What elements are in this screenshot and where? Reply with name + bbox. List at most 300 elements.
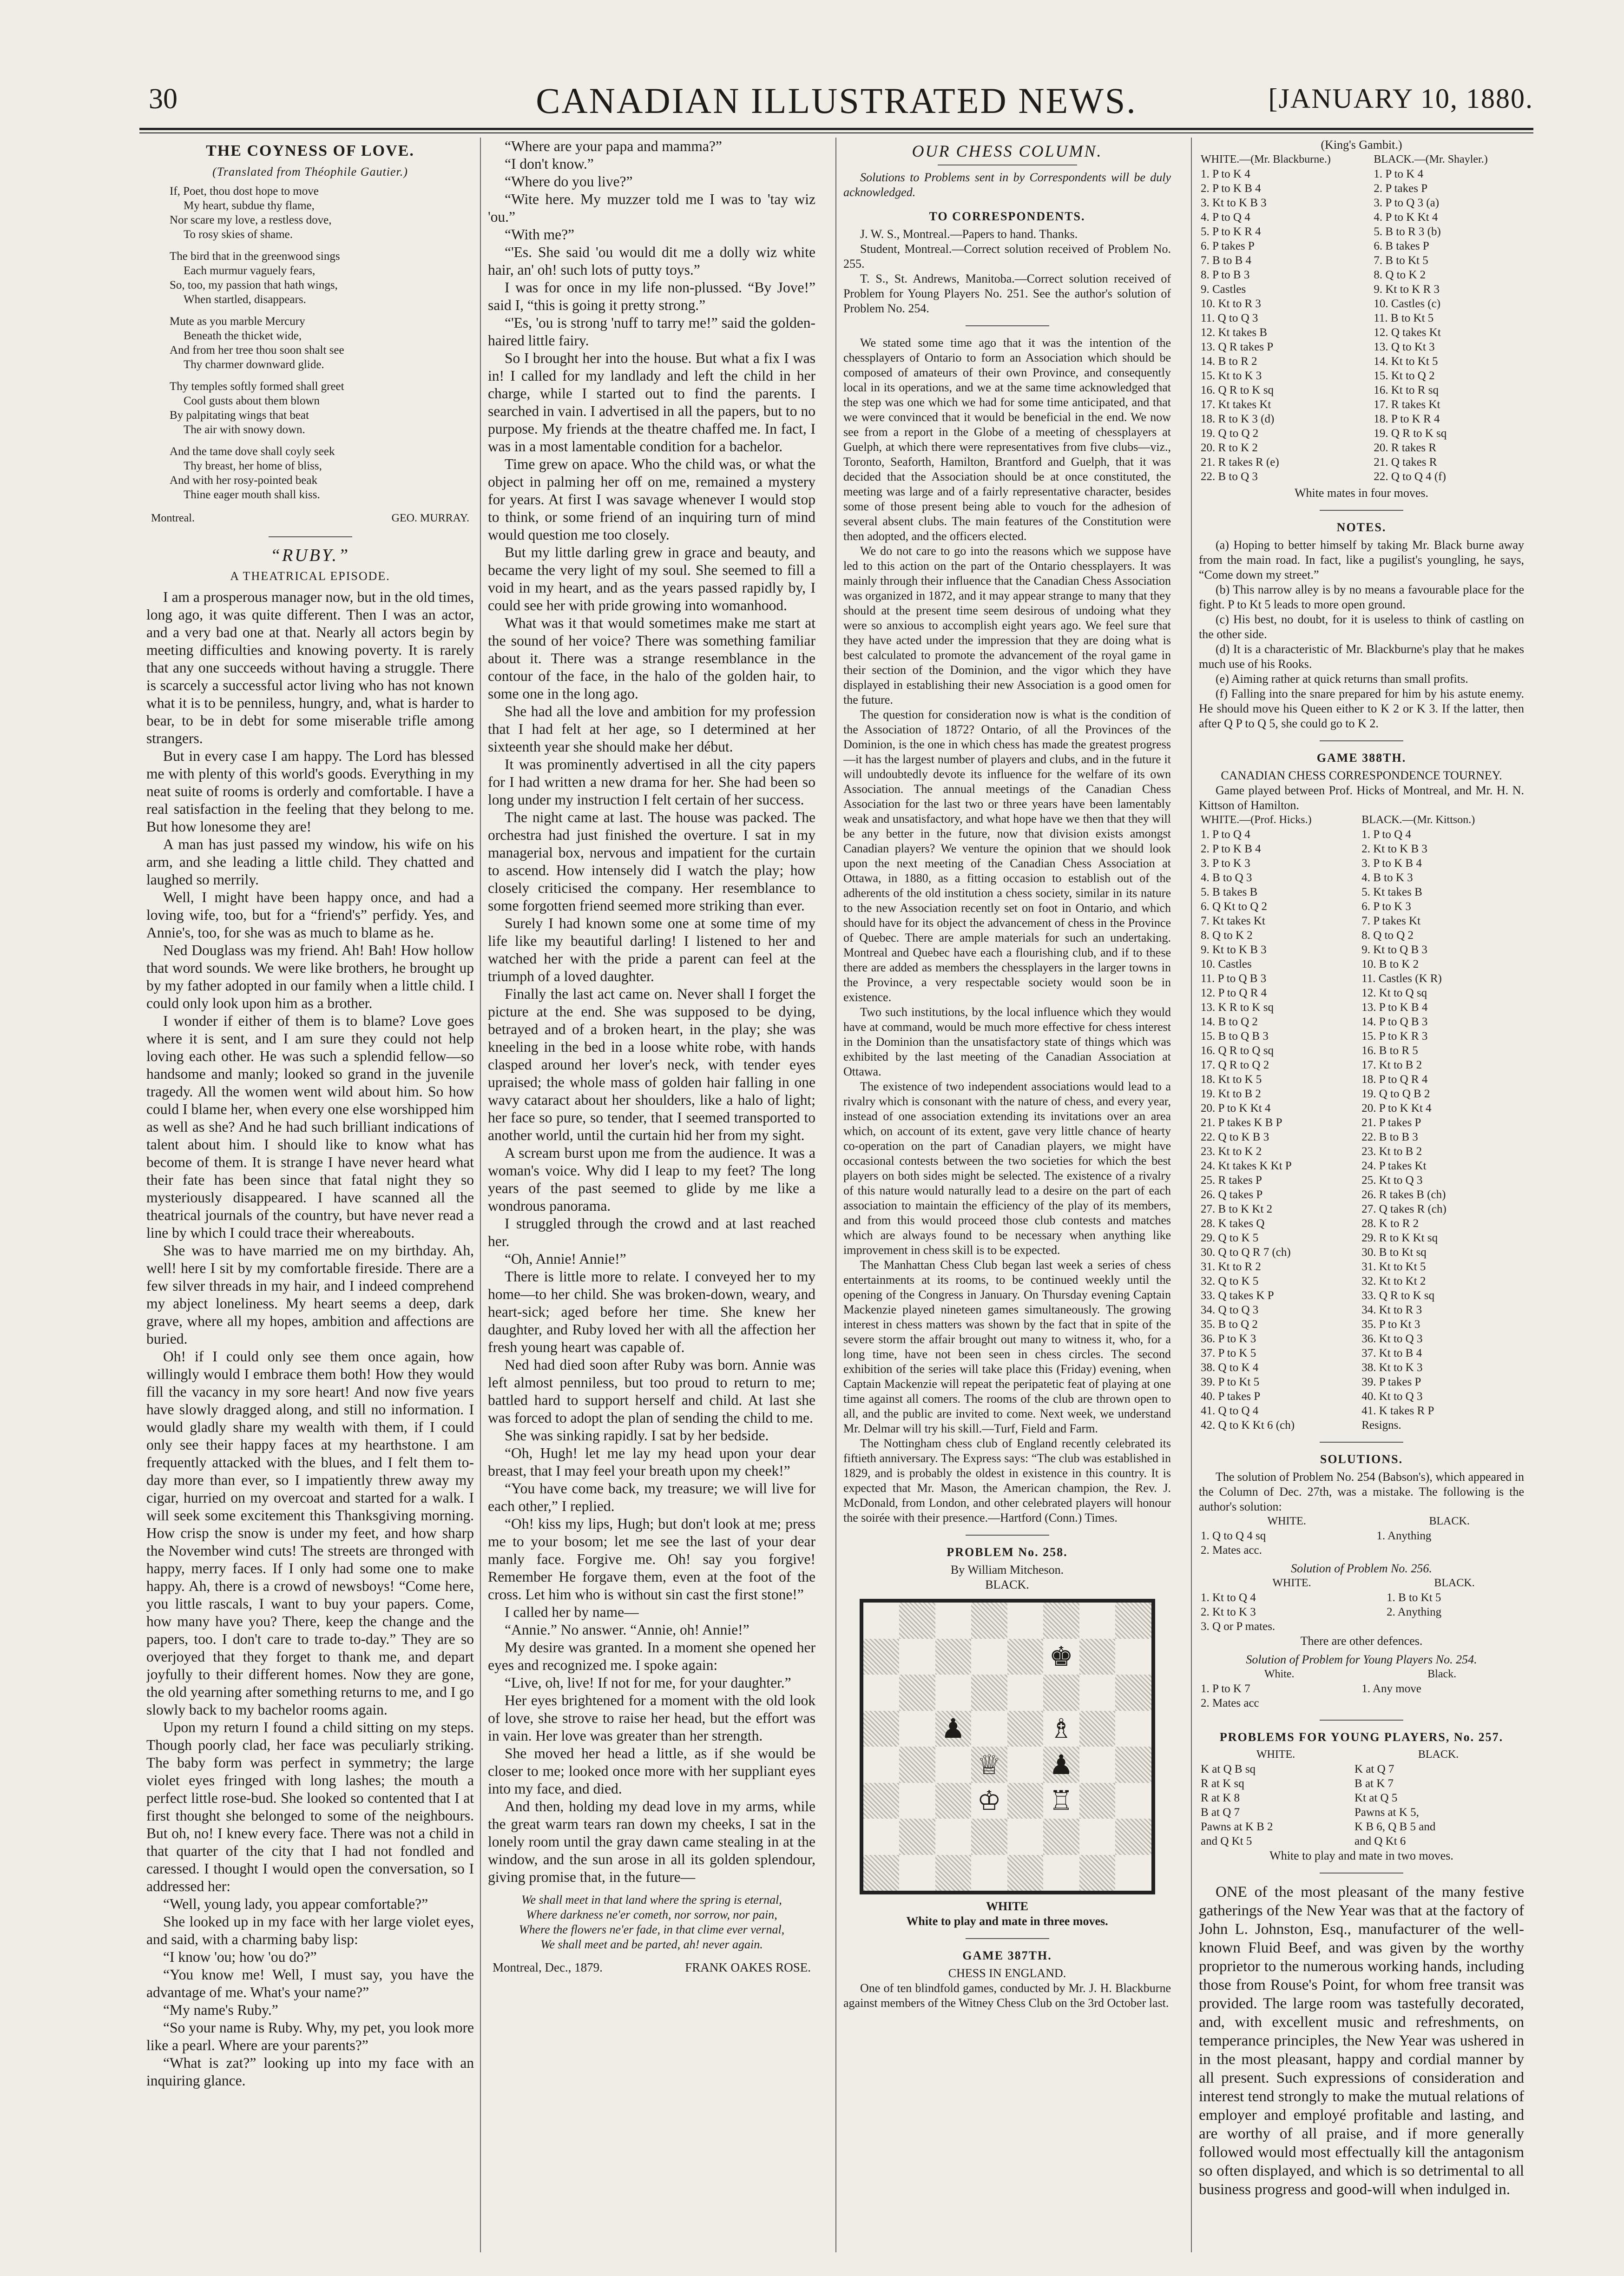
board-square: [1079, 1783, 1116, 1819]
board-square: [935, 1711, 972, 1747]
white-move: 9. Castles: [1201, 283, 1246, 296]
board-square: [899, 1747, 935, 1783]
black-move: 10. B to K 2: [1361, 958, 1419, 970]
board-square: [1079, 1711, 1116, 1747]
white-move: 33. Q takes K P: [1201, 1289, 1274, 1302]
board-square: [1043, 1711, 1079, 1747]
move-row: [1199, 1260, 1524, 1274]
board-square: [1007, 1819, 1044, 1855]
black-move: 1. P to K 4: [1374, 168, 1424, 180]
move-row: [1199, 469, 1524, 484]
poem-line: Thy charmer downward glide.: [184, 358, 324, 371]
move-row: [1199, 1087, 1524, 1101]
white-move: 28. K takes Q: [1201, 1217, 1265, 1230]
black-move: 33. Q R to K sq: [1361, 1289, 1435, 1302]
black-move: 19. Q R to K sq: [1374, 427, 1447, 440]
board-square: [1079, 1603, 1116, 1639]
board-square: [863, 1855, 900, 1891]
poem-subtitle: (Translated from Théophile Gautier.): [212, 165, 408, 178]
board-square: [863, 1639, 900, 1675]
game-notes: [1199, 538, 1524, 731]
white-move: 24. Kt takes K Kt P: [1201, 1160, 1292, 1172]
move-row: [1199, 383, 1524, 397]
black-move: 31. Kt to Kt 5: [1361, 1260, 1426, 1273]
black-move: 22. B to B 3: [1361, 1131, 1418, 1143]
black-move: 17. R takes Kt: [1374, 398, 1440, 411]
poem-stanza: [170, 184, 474, 242]
move-row: [1199, 426, 1524, 441]
move-row: [1199, 325, 1524, 340]
column-4: [1199, 138, 1524, 2257]
story-paragraph: Well, I might have been happy once, and had a loving wife, too, but for a “friend's” perfidy. Yes, and Annie's, too, for she was as much to blame as he.: [146, 889, 474, 941]
correspondent-entry: Student, Montreal.—Correct solution received of Problem No. 255.: [843, 242, 1171, 270]
board-square: [1115, 1639, 1151, 1675]
move-row: [1199, 397, 1524, 412]
white-move: 39. P to Kt 5: [1201, 1376, 1260, 1388]
move-row: [1199, 268, 1524, 282]
solution-young-254: [1199, 1667, 1524, 1710]
move-row: [1199, 1144, 1524, 1159]
black-move: 20. R takes R: [1374, 442, 1437, 454]
white-move: 2. Kt to K 3: [1201, 1606, 1256, 1618]
header-rule: [139, 128, 1533, 130]
black-move: 23. Kt to B 2: [1361, 1145, 1422, 1158]
story-paragraph: “So your name is Ruby. Why, my pet, you look more like a pearl. Where are your parents?”: [146, 2019, 474, 2053]
poem-line: Mute as you marble Mercury: [170, 315, 305, 328]
poem-title: THE COYNESS OF LOVE.: [206, 142, 414, 159]
story-paragraph: There is little more to relate. I conveyed her to my home—to her child. She was broken-down, weary, and heart-sick; aged before her time. She knew her daughter, and Ruby loved her with all the affection her fresh young heart was capable of.: [488, 1268, 815, 1355]
white-move: 37. P to K 5: [1201, 1347, 1256, 1359]
board-square: [1079, 1855, 1116, 1891]
board-square: [899, 1855, 935, 1891]
black-move: 30. B to Kt sq: [1361, 1246, 1427, 1259]
move-row: [1199, 1058, 1524, 1072]
story-author: FRANK OAKES ROSE.: [685, 1960, 811, 1974]
game-388-subtitle: CANADIAN CHESS CORRESPONDENCE TOURNEY.: [1221, 769, 1502, 782]
black-move: 24. P takes Kt: [1361, 1160, 1427, 1172]
move-row: [1199, 1303, 1524, 1317]
solutions-title: SOLUTIONS.: [1320, 1452, 1403, 1466]
move-row: [1199, 1015, 1524, 1029]
black-move: 37. Kt to B 4: [1361, 1347, 1422, 1359]
story-paragraph: “Well, young lady, you appear comfortable?”: [163, 1896, 428, 1912]
black-move: 38. Kt to K 3: [1361, 1361, 1423, 1374]
white-move: 22. Q to K B 3: [1201, 1131, 1269, 1143]
solution-256: [1199, 1576, 1524, 1634]
black-move: 2. Kt to K B 3: [1361, 843, 1427, 855]
chess-piece-icon: ♕: [977, 1748, 1001, 1781]
board-square: [971, 1639, 1007, 1675]
move-row: [1199, 1173, 1524, 1187]
game-note: (e) Aiming rather at quick returns than small profits.: [1216, 672, 1468, 686]
game-387-intro: One of ten blindfold games, conducted by Mr. J. H. Blackburne against members of the Witney Chess Club on the 3rd October last.: [843, 1981, 1171, 2010]
white-move: 17. Kt takes Kt: [1201, 398, 1271, 411]
verse-line: Where darkness ne'er cometh, nor sorrow, nor pain,: [526, 1908, 777, 1921]
solution-row: [1199, 1762, 1524, 1776]
story-paragraph: A man has just passed my window, his wife on his arm, and she leading a little child. They chatted and laughed so merrily.: [146, 836, 474, 888]
side-label: WHITE.: [1267, 1515, 1306, 1527]
black-move: 7. P takes Kt: [1361, 915, 1421, 927]
story-paragraph: I called her by name—: [505, 1604, 639, 1620]
chess-article-paragraph: We stated some time ago that it was the intention of the chessplayers of Ontario to form an Association which should be composed of amateurs of their own Province, and consequently local in its operations, and we at the same time acknowledged that the step was one which we had for some time anticipated, and that we were convinced that it would be beneficial in the end. We now see from a report in the Globe of a meeting of chessplayers at Guelph, at which there were representatives from five clubs—viz., Toronto, Seaforth, Hamilton, Brantford and Guelph, that it was decided that the Association should be at once constituted, the meeting was large and of a fairly representative character, besides some of those present being able to vouch for the adhesion of several absent clubs. The main features of the Constitution were then adopted, and the officers elected.: [843, 336, 1171, 543]
chess-column-title: OUR CHESS COLUMN.: [912, 142, 1103, 160]
move-row: [1199, 412, 1524, 426]
masthead: CANADIAN ILLUSTRATED NEWS.: [536, 80, 1137, 121]
black-move: 2. Anything: [1387, 1606, 1442, 1618]
white-move: 1. Kt to Q 4: [1201, 1591, 1256, 1604]
column-rule: [1191, 138, 1192, 2252]
black-move: 4. P to K Kt 4: [1374, 211, 1438, 224]
white-move: 22. B to Q 3: [1201, 470, 1258, 483]
black-move: 11. B to Kt 5: [1374, 312, 1434, 324]
white-move: 10. Castles: [1201, 958, 1252, 970]
move-row: [1199, 1159, 1524, 1173]
black-move: 29. R to K Kt sq: [1361, 1232, 1438, 1244]
solution-row: [1199, 1619, 1524, 1634]
young-problems-title: PROBLEMS FOR YOUNG PLAYERS, No. 257.: [1219, 1730, 1504, 1744]
move-row: [1199, 1360, 1524, 1375]
board-square: [1115, 1603, 1151, 1639]
white-move: 17. Q R to Q 2: [1201, 1059, 1269, 1071]
board-square: [935, 1855, 972, 1891]
black-move: K B 6, Q B 5 and: [1354, 1821, 1436, 1833]
story-paragraph: I am a prosperous manager now, but in the old times, long ago, it was quite different. Then I was an actor, and a very bad one at that. Nearly all actors begin by meeting difficulties and knowing poverty. It is rarely that any one succeeds without having a struggle. There is scarcely a successful actor living who has not known what it is to be penniless, hungry, and, what is harder to bear, to be in debt for some miserable trifle among strangers.: [146, 589, 474, 746]
white-move: 15. B to Q B 3: [1201, 1030, 1269, 1042]
chess-articles: [843, 336, 1171, 1525]
side-label: BLACK.: [1418, 1748, 1459, 1761]
solutions-note: The solution of Problem No. 254 (Babson's), which appeared in the Column of Dec. 27th, was a mistake. The following is the author's solution:: [1199, 1470, 1524, 1513]
story-paragraph: “Where do you live?”: [505, 173, 633, 190]
black-move: 5. Kt takes B: [1361, 886, 1422, 898]
white-player: WHITE.—(Mr. Blackburne.): [1201, 153, 1331, 165]
move-row: [1199, 957, 1524, 971]
move-row: [1199, 1288, 1524, 1303]
black-move: 35. P to Kt 3: [1361, 1318, 1420, 1331]
board-square: [863, 1603, 900, 1639]
board-square: [1115, 1711, 1151, 1747]
poem-line: By palpitating wings that beat: [170, 409, 309, 422]
black-move: 20. P to K Kt 4: [1361, 1102, 1432, 1115]
white-move: K at Q B sq: [1201, 1763, 1256, 1775]
story-paragraph: “My name's Ruby.”: [163, 2002, 278, 2018]
white-move: 30. Q to Q R 7 (ch): [1201, 1246, 1291, 1259]
solution-row: [1199, 1543, 1524, 1557]
poem-stanza: [170, 444, 474, 502]
story-paragraph: What was it that would sometimes make me start at the sound of her voice? There was something familiar about it. There was a strange resemblance in the contour of the face, in the halo of the golden hair, to some one in the long ago.: [488, 615, 815, 702]
problem-title: PROBLEM No. 258.: [947, 1545, 1068, 1559]
black-move: 16. B to R 5: [1361, 1044, 1418, 1057]
black-move: 16. Kt to R sq: [1374, 384, 1439, 396]
white-move: 14. B to R 2: [1201, 355, 1257, 368]
board-square: [1079, 1819, 1116, 1855]
solution-row: [1199, 1834, 1524, 1848]
white-move: 2. P to K B 4: [1201, 843, 1261, 855]
move-row: [1199, 297, 1524, 311]
story-paragraph: Time grew on apace. Who the child was, or what the object in palming her off on me, remained a mystery for years. At first I was savage whenever I would stop to think, or some friend of an inquiring turn of mind would question me too closely.: [488, 456, 815, 543]
white-move: 8. Q to K 2: [1201, 929, 1253, 942]
white-move: 38. Q to K 4: [1201, 1361, 1259, 1374]
white-move: 7. B to B 4: [1201, 254, 1252, 267]
move-row: [1199, 1375, 1524, 1389]
white-move: 20. P to K Kt 4: [1201, 1102, 1271, 1115]
black-move: 5. B to R 3 (b): [1374, 225, 1441, 238]
board-square: [971, 1783, 1007, 1819]
white-move: 1. Q to Q 4 sq: [1201, 1530, 1266, 1542]
black-move: 13. Q to Kt 3: [1374, 341, 1435, 353]
black-move: 18. P to K R 4: [1374, 413, 1440, 425]
white-move: and Q Kt 5: [1201, 1835, 1252, 1847]
chess-piece-icon: ♖: [1049, 1785, 1073, 1817]
board-square: [863, 1783, 900, 1819]
solution-row: [1199, 1682, 1524, 1696]
white-move: 5. P to K R 4: [1201, 225, 1261, 238]
story-paragraph: She had all the love and ambition for my profession that I had felt at her age, so I determined at her sixteenth year she should make her début.: [488, 703, 815, 755]
move-row: [1199, 1000, 1524, 1015]
white-move: 42. Q to K Kt 6 (ch): [1201, 1419, 1295, 1432]
board-square: [1115, 1819, 1151, 1855]
white-move: 4. P to Q 4: [1201, 211, 1250, 224]
board-square: [1007, 1855, 1044, 1891]
white-move: 20. R to K 2: [1201, 442, 1258, 454]
chess-article-paragraph: The question for consideration now is what is the condition of the Association of 1872? Ontario, of all the Provinces of the Dominion, is the one in which chess has made the greatest progress—it has the largest number of players and clubs, and in the future it will undoubtedly devote its influence for the welfare of its own Association. The annual meetings of the Canadian Chess Association for the last two or three years have been lamentably weak and unsatisfactory, and what hope have we then that they will be any better in the future, now that division exists amongst Canadian players? We venture the opinion that we should look upon the next meeting of the Canadian Chess Association at Ottawa, in 1880, as a fitting occasion to establish out of the adherents of the old institution a chess society, similar in its nature to the new Association recently set on foot in Ontario, and which should have for its object the advancement of chess in the Province of Quebec. There are ample materials for such an undertaking. Montreal and Quebec have each a flourishing club, and if to these there are added as members the chessplayers in the larger towns in the Province, a very respectable society would soon be in existence.: [843, 708, 1171, 1004]
side-label: Black.: [1427, 1668, 1457, 1680]
white-move: 6. Q Kt to Q 2: [1201, 900, 1268, 913]
move-row: [1199, 1072, 1524, 1087]
story-paragraph: “You have come back, my treasure; we will live for each other,” I replied.: [488, 1480, 815, 1514]
story-paragraph: “With me?”: [505, 226, 575, 243]
move-row: [1199, 1043, 1524, 1058]
solution-row: [1199, 1776, 1524, 1791]
move-row: [1199, 1274, 1524, 1288]
chess-article-paragraph: The Nottingham chess club of England recently celebrated its fiftieth anniversary. The Express says: “The club was established in 1829, and is probably the oldest in existence in this country. It is expected that Mr. Mason, the American champion, the Rev. J. McDonald, from London, and other celebrated players will honour the soirée with their presence.—Hartford (Conn.) Times.: [843, 1437, 1171, 1524]
story-paragraph: I was for once in my life non-plussed. “By Jove!” said I, “this is going it pretty strong.”: [488, 279, 815, 313]
correspondent-entry: J. W. S., Montreal.—Papers to hand. Thanks.: [860, 227, 1078, 241]
correspondents-title: TO CORRESPONDENTS.: [929, 210, 1085, 223]
white-move: 3. P to K 3: [1201, 857, 1250, 870]
chess-notice: Solutions to Problems sent in by Correspondents will be duly acknowledged.: [843, 171, 1171, 199]
black-move: 3. P to Q 3 (a): [1374, 197, 1440, 209]
side-label: BLACK.: [1429, 1515, 1470, 1527]
side-label: BLACK.: [1434, 1577, 1475, 1589]
black-move: 22. Q to Q 4 (f): [1374, 470, 1446, 483]
black-move: 32. Kt to Kt 2: [1361, 1275, 1426, 1287]
story-text-col2: [488, 138, 815, 1886]
game-note: (b) This narrow alley is by no means a favourable place for the fight. P to Kt 5 leads to more open ground.: [1199, 583, 1524, 611]
story-paragraph: A scream burst upon me from the audience. It was a woman's voice. Why did I leap to my feet? The long years of the past seemed to glide by me like a wondrous panorama.: [488, 1145, 815, 1214]
poem-line: When startled, disappears.: [184, 293, 306, 306]
move-row: [1199, 1418, 1524, 1432]
move-row: [1199, 914, 1524, 928]
white-move: 16. Q R to Q sq: [1201, 1044, 1274, 1057]
move-row: [1199, 196, 1524, 210]
story-paragraph: “You know me! Well, I must say, you have the advantage of me. What's your name?”: [146, 1966, 474, 2000]
black-move: 17. Kt to B 2: [1361, 1059, 1422, 1071]
story-verse: [493, 1893, 811, 1952]
move-row: [1199, 885, 1524, 899]
story-paragraph: I struggled through the crowd and at last reached her.: [488, 1215, 815, 1249]
poem-line: Thy breast, her home of bliss,: [184, 460, 322, 472]
board-square: [1115, 1855, 1151, 1891]
move-row: [1199, 455, 1524, 469]
black-move: 34. Kt to R 3: [1361, 1304, 1422, 1316]
poem-line: If, Poet, thou dost hope to move: [170, 185, 319, 198]
board-square: [863, 1819, 900, 1855]
black-move: 15. P to K R 3: [1361, 1030, 1428, 1042]
board-square: [935, 1603, 972, 1639]
factory-gathering-paragraph: ONE of the most pleasant of the many festive gatherings of the New Year was that at the factory of John L. Johnston, Esq., manufacturer of the well-known Fluid Beef, and was given by the worthy proprietor to the numerous working hands, including those from Rouse's Point, for whom free transit was provided. The large room was tastefully decorated, and, with excellent music and refreshments, on temperance principles, the New Year was ushered in in the most pleasant, happy and cordial manner by all present. Such expressions of consideration and interest tend strongly to make the mutual relations of employer and employé profitable and lasting, and are worthy of all praise, and if more generally followed would most effectually kill the antagonism so often displayed, and which is so detrimental to all business progress and good-will when indulged in.: [1199, 1884, 1524, 2198]
black-move: 7. B to Kt 5: [1374, 254, 1428, 267]
page-number: 30: [149, 83, 178, 115]
story-paragraph: Oh! if I could only see them once again, how willingly would I embrace them both! How they would fill the vacancy in my sore heart! And now five years have slowly dragged along, and still no information. I would gladly share my wealth with them, if I could only see their happy faces at my hearthstone. I am frequently attacked with the blues, and I felt them to-day more than ever, so I impatiently threw away my cigar, hurried on my overcoat and started for a walk. I will seek some excitement this Thanksgiving morning. How crisp the snow is under my feet, and how sharp the November wind cuts! The streets are thronged with happy, merry faces. If I only had some one to make happy. Ah, there is a crowd of newsboys! “Come here, you little rascals, I want to buy your papers. Come, how many have you? There, keep the change and the papers, too. I don't care to trade to-day.” They are so overjoyed that they forget to thank me, and depart joyfully to their different homes. Now they are gone, the old yearning after something returns to me, and I go slowly back to my bachelor rooms again.: [146, 1348, 474, 1718]
white-move: 2. Mates acc.: [1201, 1544, 1262, 1557]
story-paragraph: Her eyes brightened for a moment with the old look of love, she strove to raise her head, but the effort was in vain. Her love was greater than her strength.: [488, 1692, 815, 1744]
side-label: White.: [1264, 1668, 1295, 1680]
game-388-intro: Game played between Prof. Hicks of Montreal, and Mr. H. N. Kittson of Hamilton.: [1199, 784, 1524, 812]
poem-stanza: [170, 314, 474, 372]
game-387-subtitle: CHESS IN ENGLAND.: [948, 1966, 1066, 1980]
black-move: 21. Q takes R: [1374, 456, 1437, 468]
move-row: [1199, 354, 1524, 369]
move-row: [1199, 1332, 1524, 1346]
story-paragraph: Ned Douglass was my friend. Ah! Bah! How hollow that word sounds. We were like brothers, he brought up by my father adopted in our family when a little child. I could only look upon him as a brother.: [146, 942, 474, 1011]
board-square: [1007, 1639, 1044, 1675]
side-label: WHITE.: [1272, 1577, 1311, 1589]
solution-row: [1199, 1696, 1524, 1710]
board-square: [1007, 1711, 1044, 1747]
poem-line: And with her rosy-pointed beak: [170, 474, 317, 487]
board-square: [1115, 1747, 1151, 1783]
move-row: [1199, 1216, 1524, 1231]
white-move: 9. Kt to K B 3: [1201, 943, 1267, 956]
column-rule: [835, 138, 836, 2252]
story-paragraph: Upon my return I found a child sitting on my steps. Though poorly clad, her face was peculiarly striking. The baby form was perfect in symmetry; the large violet eyes fringed with long lashes; the mouth a perfect little rose-bud. She looked so contented that I at first thought she belonged to some of the neighbours. But oh, no! I knew every face. There was not a child in that quarter of the city that I had not fondled and caressed. I thought I would open the conversation, so I addressed her:: [146, 1719, 474, 1894]
story-paragraph: “Wite here. My muzzer told me I was to 'tay wiz 'ou.”: [488, 191, 815, 225]
black-move: 10. Castles (c): [1374, 297, 1441, 310]
white-move: 1. P to K 4: [1201, 168, 1250, 180]
divider: [269, 536, 352, 537]
story-paragraph: But my little darling grew in grace and beauty, and became the very light of my soul. She seemed to fill a void in my heart, and as the years passed rapidly by, I could see her with pride growing into womanhood.: [488, 544, 815, 614]
board-square: [1115, 1783, 1151, 1819]
young-problem-257: [1199, 1748, 1524, 1848]
board-square: [899, 1603, 935, 1639]
black-move: 6. B takes P: [1374, 240, 1429, 252]
white-move: 32. Q to K 5: [1201, 1275, 1259, 1287]
black-move: 2. P takes P: [1374, 182, 1428, 195]
white-move: 29. Q to K 5: [1201, 1232, 1259, 1244]
solution-row: [1199, 1605, 1524, 1619]
white-move: R at K 8: [1201, 1792, 1240, 1804]
solution-row: [1199, 1820, 1524, 1834]
move-row: [1199, 210, 1524, 224]
poem-author: GEO. MURRAY.: [391, 512, 469, 524]
white-move: 1. P to K 7: [1201, 1682, 1250, 1695]
move-row: [1199, 1101, 1524, 1115]
board-square: [935, 1783, 972, 1819]
black-move: 21. P takes P: [1361, 1116, 1421, 1129]
story-paragraph: The night came at last. The house was packed. The orchestra had just finished the overture. I sat in my managerial box, nervous and impatient for the curtain to ascend. How intensely did I watch the play; how closely criticised the company. Her resemblance to some forgotten friend seemed more striking than ever.: [488, 809, 815, 914]
story-subtitle: A THEATRICAL EPISODE.: [230, 569, 390, 583]
board-square: [1043, 1747, 1079, 1783]
board-square: [971, 1603, 1007, 1639]
poem-stanza: [170, 249, 474, 307]
board-white-label: WHITE: [986, 1900, 1029, 1913]
poem-line: To rosy skies of shame.: [184, 228, 293, 241]
board-square: [1115, 1675, 1151, 1711]
black-move: [1374, 1543, 1524, 1557]
game-note: (c) His best, no doubt, for it is useless to think of castling on the other side.: [1199, 613, 1524, 641]
poem-line: And from her tree thou soon shalt see: [170, 344, 344, 356]
black-move: 28. K to R 2: [1361, 1217, 1419, 1230]
white-move: 10. Kt to R 3: [1201, 297, 1261, 310]
white-move: 6. P takes P: [1201, 240, 1255, 252]
chess-piece-icon: ♗: [1049, 1713, 1073, 1745]
move-row: [1199, 986, 1524, 1000]
move-row: [1199, 1404, 1524, 1418]
game-387-moves: [1199, 152, 1524, 484]
story-paragraph: So I brought her into the house. But what a fix I was in! I called for my landlady and left the child in her charge, while I started out to find the parents. I searched in vain. I advertised in all the papers, but to no purpose. My friends at the theatre chaffed me. In fact, I was in a most lamentable condition for a bachelor.: [488, 350, 815, 455]
move-row: [1199, 1187, 1524, 1202]
black-move: 40. Kt to Q 3: [1361, 1390, 1423, 1403]
story-paragraph: “Annie.” No answer. “Annie, oh! Annie!”: [505, 1622, 750, 1638]
story-paragraph: “'Es. She said 'ou would dit me a dolly wiz white hair, an' oh! such lots of putty toys.”: [488, 244, 815, 278]
board-square: [1043, 1819, 1079, 1855]
chess-article-paragraph: We do not care to go into the reasons which we suppose have led to this action on the part of the Ontario chessplayers. It was mainly through their influence that the Canadian Chess Association was organized in 1872, and it may appear strange to many that they should at the present time seem desirous of undoing what they were so anxious to accomplish eight years ago. We feel sure that they have acted under the impression that they are doing what is best calculated to promote the advancement of the royal game in their section of the Dominion, and the vigor which they have displayed in establishing their new Association is a good omen for the future.: [843, 544, 1171, 706]
white-player-2: WHITE.—(Prof. Hicks.): [1201, 814, 1312, 826]
move-row: [1199, 1202, 1524, 1216]
white-move: 12. Kt takes B: [1201, 326, 1268, 339]
white-move: 23. Kt to K 2: [1201, 1145, 1262, 1158]
opening-name: (King's Gambit.): [1321, 138, 1402, 152]
solution-row: [1199, 1791, 1524, 1805]
chess-board: [860, 1599, 1155, 1894]
poem-stanza: [170, 379, 474, 437]
story-paragraph: She was to have married me on my birthday. Ah, well! here I sit by my comfortable fireside. There are a few silver threads in my hair, and I indeed comprehend my abject loneliness. My heart seems a deep, dark grave, where all my hopes, ambition and affections are buried.: [146, 1242, 474, 1347]
board-square: [971, 1855, 1007, 1891]
poem-line: Nor scare my love, a restless dove,: [170, 214, 332, 226]
solution-row: [1199, 1529, 1524, 1543]
black-move: 12. Kt to Q sq: [1361, 987, 1427, 999]
board-square: [935, 1819, 972, 1855]
black-move: 12. Q takes Kt: [1374, 326, 1441, 339]
move-row: [1199, 1346, 1524, 1360]
white-move: 19. Q to Q 2: [1201, 427, 1259, 440]
board-square: [935, 1747, 972, 1783]
story-title: “RUBY.”: [270, 546, 350, 565]
board-square: [1043, 1855, 1079, 1891]
white-move: 25. R takes P: [1201, 1174, 1262, 1187]
story-paragraph: My desire was granted. In a moment she opened her eyes and recognized me. I spoke again:: [488, 1639, 815, 1673]
white-move: 3. Kt to K B 3: [1201, 197, 1267, 209]
game-note: (a) Hoping to better himself by taking Mr. Black burne away from the main road. In fact, like a pugilist's youngling, he says, “Come down my street.”: [1199, 538, 1524, 581]
board-square: [863, 1675, 900, 1711]
move-row: [1199, 971, 1524, 986]
white-move: 8. P to B 3: [1201, 269, 1250, 281]
black-move: 11. Castles (K R): [1361, 972, 1442, 985]
move-row: [1199, 1130, 1524, 1144]
game-note: (d) It is a characteristic of Mr. Blackburne's play that he makes much use of his Rooks.: [1199, 642, 1524, 671]
move-row: [1199, 899, 1524, 914]
white-move: 27. B to K Kt 2: [1201, 1203, 1273, 1215]
black-move: 26. R takes B (ch): [1361, 1188, 1446, 1201]
story-paragraph: “Oh, Annie! Annie!”: [505, 1251, 626, 1267]
black-move: 18. P to Q R 4: [1361, 1073, 1428, 1086]
board-square: [1043, 1675, 1079, 1711]
verse-line: Where the flowers ne'er fade, in that clime ever vernal,: [519, 1923, 785, 1936]
white-move: 4. B to Q 3: [1201, 871, 1252, 884]
column-3: [843, 138, 1171, 2257]
black-move: 1. Anything: [1376, 1530, 1432, 1542]
move-row: [1199, 943, 1524, 957]
